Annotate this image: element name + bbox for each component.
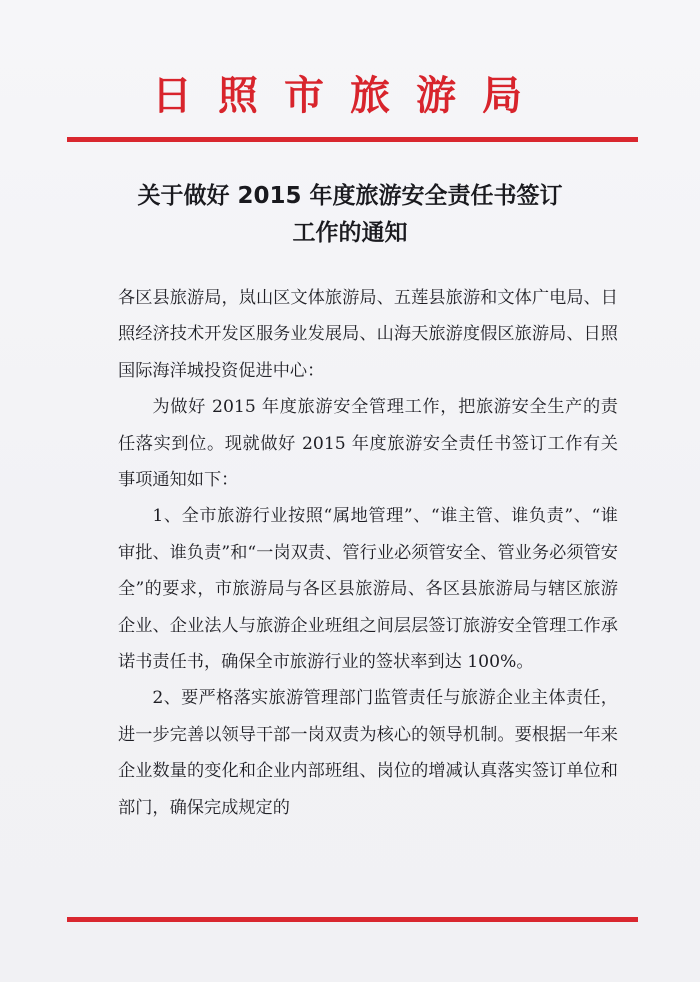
title-line-1: 关于做好 2015 年度旅游安全责任书签订 (137, 183, 563, 209)
document-body (118, 280, 618, 826)
footer-divider (67, 917, 638, 922)
intro-paragraph: 为做好 2015 年度旅游安全管理工作，把旅游安全生产的责任落实到位。现就做好 2015 年度旅游安全责任书签订工作有关事项通知如下： (118, 397, 618, 491)
item-1-paragraph: 1、全市旅游行业按照“属地管理”、“谁主管、谁负责”、“谁审批、谁负责”和“一岗双责、管行业必须管安全、管业务必须管安全”的要求，市旅游局与各区县旅游局、各区县旅游局与辖区旅游企业、企业法人与旅游企业班组之间层层签订旅游安全管理工作承诺书责任书，确保全市旅游行业的签状率到达 100%。 (118, 506, 618, 673)
addressee-paragraph: 各区县旅游局，岚山区文体旅游局、五莲县旅游和文体广电局、日照经济技术开发区服务业发展局、山海天旅游度假区旅游局、日照国际海洋城投资促进中心： (118, 288, 618, 381)
document-title (60, 178, 640, 252)
title-line-2: 工作的通知 (292, 220, 408, 246)
item-2-paragraph: 2、要严格落实旅游管理部门监管责任与旅游企业主体责任，进一步完善以领导干部一岗双责为核心的领导机制。要根据一年来企业数量的变化和企业内部班组、岗位的增减认真落实签订单位和部门，确保完成规定的 (118, 688, 618, 818)
header-divider (67, 137, 638, 142)
organization-header: 日照市旅游局 (152, 72, 548, 119)
